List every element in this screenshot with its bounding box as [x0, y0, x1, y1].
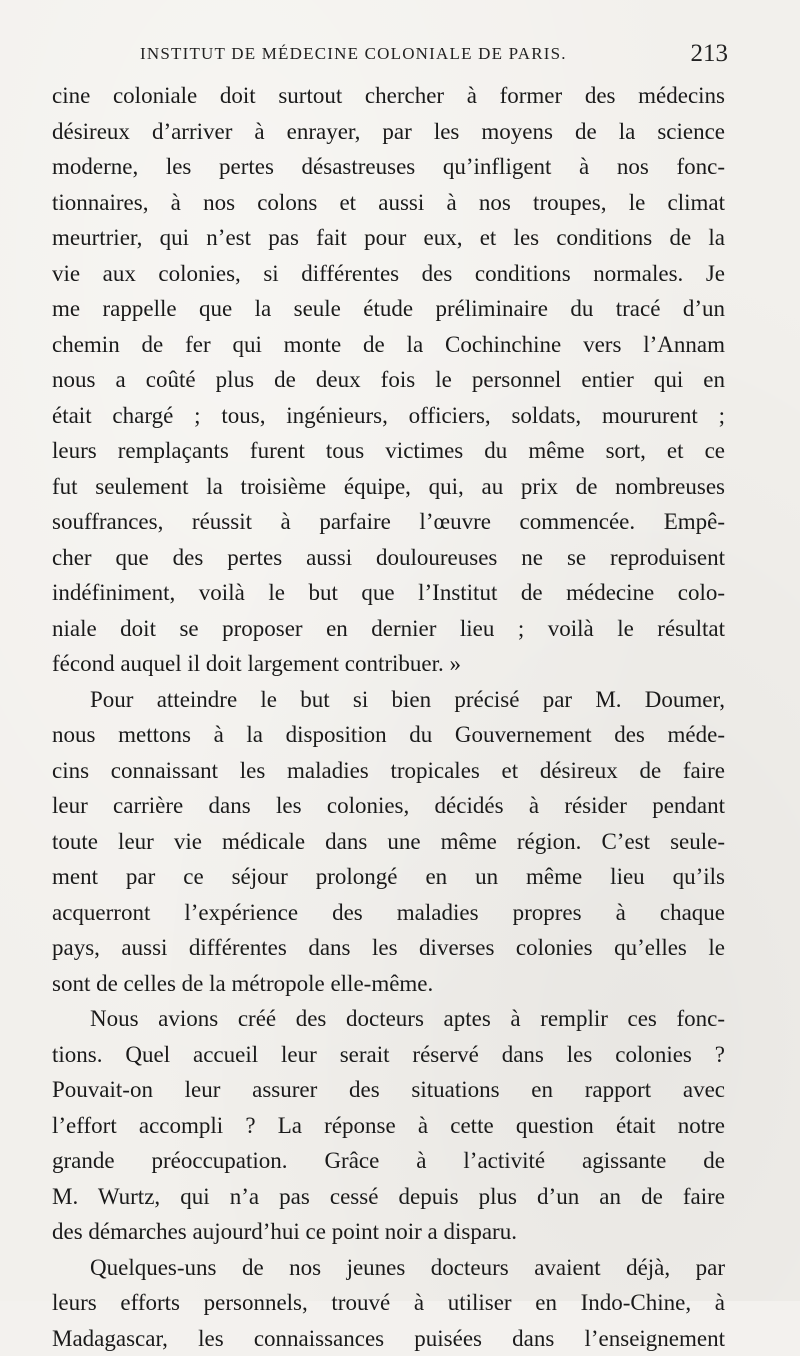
- text-line: cins connaissant les maladies tropicales et désireux de faire: [52, 753, 725, 789]
- text-line: Quelques-uns de nos jeunes docteurs avaient déjà, par: [52, 1250, 725, 1286]
- text-line: M. Wurtz, qui n’a pas cessé depuis plus d’un an de faire: [52, 1179, 725, 1215]
- text-line: Pouvait-on leur assurer des situations en rapport avec: [52, 1072, 725, 1108]
- text-line: meurtrier, qui n’est pas fait pour eux, et les conditions de la: [52, 220, 725, 256]
- page-number: 213: [691, 40, 729, 68]
- text-line: leurs efforts personnels, trouvé à utiliser en Indo-Chine, à: [52, 1285, 725, 1321]
- text-line: chemin de fer qui monte de la Cochinchine vers l’Annam: [52, 327, 725, 363]
- text-line: pays, aussi différentes dans les diverses colonies qu’elles le: [52, 930, 725, 966]
- text-line: Nous avions créé des docteurs aptes à remplir ces fonc-: [52, 1001, 725, 1037]
- text-line: me rappelle que la seule étude préliminaire du tracé d’un: [52, 291, 725, 327]
- text-line: vie aux colonies, si différentes des conditions normales. Je: [52, 256, 725, 292]
- text-line: tionnaires, à nos colons et aussi à nos troupes, le climat: [52, 185, 725, 221]
- text-line: désireux d’arriver à enrayer, par les moyens de la science: [52, 114, 725, 150]
- text-line: nous a coûté plus de deux fois le personnel entier qui en: [52, 362, 725, 398]
- text-line: toute leur vie médicale dans une même région. C’est seule-: [52, 824, 725, 860]
- text-line: fécond auquel il doit largement contribuer. »: [52, 646, 725, 682]
- text-line: acquerront l’expérience des maladies propres à chaque: [52, 895, 725, 931]
- text-line: tions. Quel accueil leur serait réservé dans les colonies ?: [52, 1037, 725, 1073]
- text-line: niale doit se proposer en dernier lieu ; voilà le résultat: [52, 611, 725, 647]
- body-text: [52, 78, 725, 1356]
- text-line: des démarches aujourd’hui ce point noir a disparu.: [52, 1214, 725, 1250]
- page-header: [52, 44, 728, 74]
- text-line: l’effort accompli ? La réponse à cette question était notre: [52, 1108, 725, 1144]
- text-line: fut seulement la troisième équipe, qui, au prix de nombreuses: [52, 469, 725, 505]
- text-line: ment par ce séjour prolongé en un même lieu qu’ils: [52, 859, 725, 895]
- text-line: Pour atteindre le but si bien précisé par M. Doumer,: [52, 682, 725, 718]
- text-line: leur carrière dans les colonies, décidés à résider pendant: [52, 788, 725, 824]
- text-line: sont de celles de la métropole elle-même.: [52, 966, 725, 1002]
- text-line: Madagascar, les connaissances puisées dans l’enseignement: [52, 1321, 725, 1356]
- text-line: moderne, les pertes désastreuses qu’infligent à nos fonc-: [52, 149, 725, 185]
- text-line: leurs remplaçants furent tous victimes du même sort, et ce: [52, 433, 725, 469]
- running-title: INSTITUT DE MÉDECINE COLONIALE DE PARIS.: [140, 44, 567, 64]
- text-line: indéfiniment, voilà le but que l’Institut de médecine colo-: [52, 575, 725, 611]
- text-line: nous mettons à la disposition du Gouvernement des méde-: [52, 717, 725, 753]
- text-line: souffrances, réussit à parfaire l’œuvre commencée. Empê-: [52, 504, 725, 540]
- text-line: était chargé ; tous, ingénieurs, officiers, soldats, moururent ;: [52, 398, 725, 434]
- text-line: cher que des pertes aussi douloureuses ne se reproduisent: [52, 540, 725, 576]
- text-line: cine coloniale doit surtout chercher à former des médecins: [52, 78, 725, 114]
- text-line: grande préoccupation. Grâce à l’activité agissante de: [52, 1143, 725, 1179]
